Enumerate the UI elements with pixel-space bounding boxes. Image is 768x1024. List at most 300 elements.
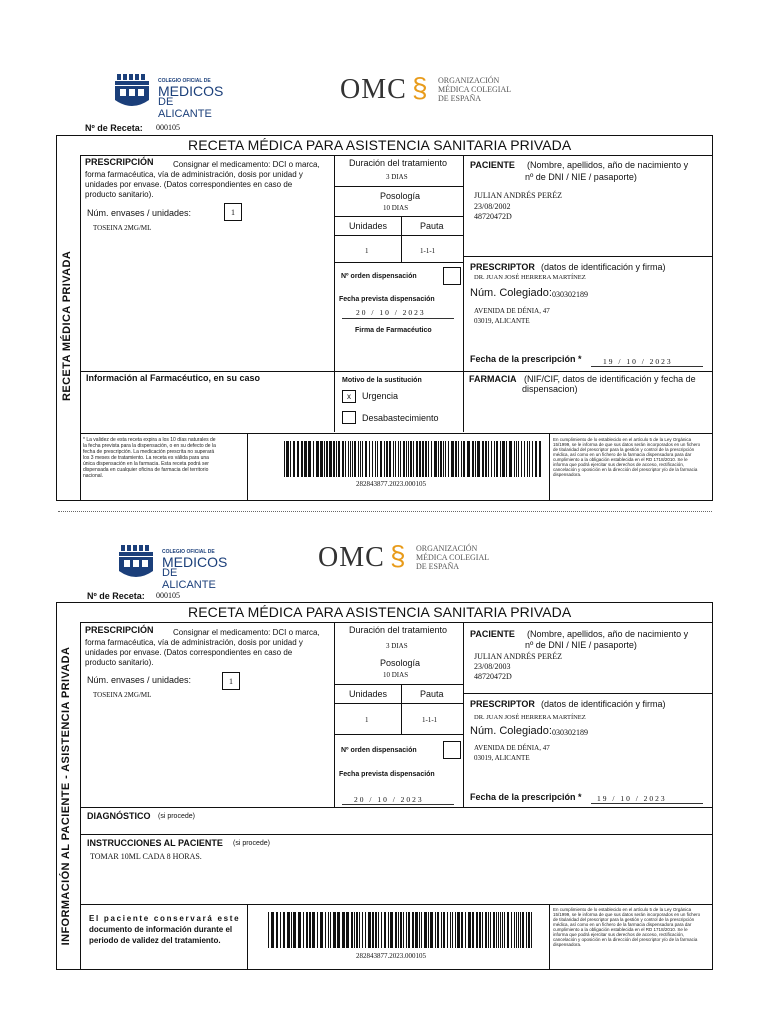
barcode-bar	[330, 912, 331, 948]
barcode-bar	[514, 912, 515, 948]
farmacia-text1: (NIF/CIF, datos de identificación y fecha de	[524, 374, 696, 384]
lopd-line7: cancelación y oposición en la dirección del prescriptor y/o de la farmacia	[553, 467, 698, 472]
college-shield-icon	[116, 543, 158, 583]
prescripcion-text1: Consignar el medicamento: DCI o marca,	[173, 160, 320, 169]
lopd2-line8: dispensadora.	[553, 942, 582, 947]
barcode-bar	[472, 441, 474, 477]
validez-line1: * La validez de esta receta expira a los 10 días naturales de	[83, 437, 216, 443]
posologia-value-2: 10 DIAS	[383, 671, 409, 679]
omc-symbol-icon: §	[390, 540, 406, 571]
prescripcion-text3: unidades por envase. (Datos correspondientes en caso de	[85, 180, 293, 189]
barcode-bar	[372, 441, 373, 477]
fecha-prevista-label-2: Fecha prevista dispensación	[339, 771, 435, 778]
barcode-bar	[336, 441, 337, 477]
prescriptor-text: (datos de identificación y firma)	[541, 262, 666, 272]
validez-line5: única dispensación en la farmacia. Esta receta podrá ser	[83, 461, 209, 467]
barcode-bar	[482, 441, 484, 477]
prescriptor-nombre: DR. JUAN JOSÉ HERRERA MARTÍNEZ	[474, 274, 586, 281]
envases-label-2: Núm. envases / unidades:	[87, 675, 192, 685]
orden-dispensacion-label-2: Nº orden dispensación	[341, 747, 417, 754]
barcode-bar	[406, 441, 407, 477]
urgencia-checkbox[interactable]: x	[342, 390, 356, 403]
barcode-bar	[398, 912, 399, 948]
barcode-bar	[345, 441, 346, 477]
barcode-bar	[468, 912, 471, 948]
barcode-bar	[320, 441, 323, 477]
posologia-label: Posología	[380, 191, 421, 201]
prescripcion-text2-2: forma farmacéutica, vía de administración, dosis por unidad y	[85, 638, 303, 647]
barcode-bar	[455, 441, 457, 477]
duracion-label-2: Duración del tratamiento	[349, 625, 448, 635]
barcode-bar	[494, 441, 495, 477]
receta-number-value-2: 000105	[156, 591, 180, 600]
orden-dispensacion-label: Nº orden dispensación	[341, 273, 417, 280]
posologia-label-2: Posología	[380, 658, 421, 668]
fecha-prevista-value-2: 20 / 10 / 2023	[354, 795, 424, 804]
college-line3: DE ALICANTE	[158, 96, 212, 120]
omc-line2: MÉDICA COLEGIAL	[438, 85, 512, 94]
barcode-bar	[506, 441, 507, 477]
paciente-text2-2: nº de DNI / NIE / pasaporte)	[525, 640, 637, 650]
barcode-bar	[283, 912, 285, 948]
barcode-bar	[531, 912, 532, 948]
barcode-bar	[440, 441, 442, 477]
omc-line1: ORGANIZACIÓN	[416, 544, 478, 553]
barcode-bar	[443, 912, 445, 948]
barcode-bar	[419, 441, 421, 477]
barcode-1	[284, 441, 544, 477]
barcode-bar	[434, 441, 437, 477]
barcode-bar	[488, 912, 489, 948]
barcode-bar	[268, 912, 269, 948]
barcode-bar	[535, 441, 537, 477]
barcode-bar	[386, 441, 388, 477]
barcode-bar	[368, 912, 371, 948]
lopd2-line2: 15/1999, se le informa de que sus datos serán incorporados en un fichero	[553, 912, 701, 917]
orden-dispensacion-box-2[interactable]	[443, 741, 461, 759]
colegiado-label-2: Núm. Colegiado:	[470, 725, 552, 737]
prescripcion-text4-2: producto sanitario).	[85, 658, 154, 667]
barcode-bar	[451, 441, 454, 477]
pauta-label-2: Pauta	[420, 689, 444, 699]
prescripcion-label: PRESCRIPCIÓN	[85, 157, 154, 167]
paciente-fecha: 23/08/2002	[474, 202, 511, 211]
omc-logo-2	[318, 540, 498, 576]
barcode-bar	[293, 912, 296, 948]
college-line2: MEDICOS	[158, 83, 224, 99]
lopd-line3: de titularidad del prescriptor para la gestión y control de la prescripción	[553, 447, 695, 452]
paciente-nombre: JULIAN ANDRÉS PERÉZ	[474, 191, 563, 200]
prescriptor-label-2: PRESCRIPTOR	[470, 699, 535, 709]
barcode-bar	[516, 912, 517, 948]
direccion2-2: 03019, ALICANTE	[474, 754, 530, 762]
barcode-bar	[348, 441, 349, 477]
barcode-bar	[532, 441, 533, 477]
barcode-bar	[412, 912, 414, 948]
barcode-bar	[522, 912, 524, 948]
barcode-bar	[518, 912, 519, 948]
omc-line2: MÉDICA COLEGIAL	[416, 553, 490, 562]
pauta-value-2: 1-1-1	[422, 716, 438, 724]
barcode-bar	[326, 441, 328, 477]
college-line3: DE ALICANTE	[162, 567, 216, 591]
lopd2-line1: En cumplimiento de lo establecido en el artículo 5 de la Ley Orgánica	[553, 907, 692, 912]
barcode-bar	[458, 441, 459, 477]
medicamento-value: TOSEINA 2MG/ML	[93, 224, 152, 232]
unidades-value-2: 1	[365, 716, 369, 724]
barcode-bar	[317, 912, 318, 948]
barcode-bar	[354, 441, 356, 477]
barcode-bar	[465, 912, 466, 948]
urgencia-label: Urgencia	[362, 391, 399, 401]
receta-side-label: RECETA MÉDICA PRIVADA	[61, 250, 73, 401]
barcode-bar	[403, 912, 404, 948]
barcode-bar	[528, 912, 530, 948]
paciente-text2: nº de DNI / NIE / pasaporte)	[525, 172, 637, 182]
barcode-bar	[447, 912, 448, 948]
lopd2-line6: informa que podrá ejercitar sus derechos de acceso, rectificación,	[553, 932, 685, 937]
barcode-bar	[290, 441, 291, 477]
conservara-line1: El paciente conservará este	[89, 914, 241, 923]
barcode-bar	[308, 441, 311, 477]
barcode-bar	[287, 912, 290, 948]
pauta-label: Pauta	[420, 221, 444, 231]
barcode-bar	[390, 912, 393, 948]
lopd-line1: En cumplimiento de lo establecido en el artículo 5 de la Ley Orgánica	[553, 437, 692, 442]
colegiado-value-2: 030302189	[552, 728, 588, 737]
prescriptor-label: PRESCRIPTOR	[470, 262, 535, 272]
omc-logo	[340, 72, 520, 108]
barcode-bar	[422, 441, 424, 477]
conservara-line2: documento de información durante el	[89, 925, 233, 934]
lopd-line4: médica, así como en un fichero de la farmacia dispensadora para dar	[553, 452, 692, 457]
college-logo	[112, 72, 224, 120]
validez-line6: dispensada en cualquier oficina de farmacia del territorio	[83, 467, 209, 473]
barcode-bar	[406, 912, 407, 948]
barcode-bar	[328, 912, 329, 948]
barcode-bar	[303, 912, 304, 948]
barcode-bar	[359, 912, 360, 948]
colegiado-value: 030302189	[552, 290, 588, 299]
lopd2-line3: de titularidad del prescriptor para la gestión y control de la prescripción	[553, 917, 695, 922]
barcode-bar	[438, 441, 439, 477]
barcode-bar	[316, 441, 319, 477]
direccion2: 03019, ALICANTE	[474, 317, 530, 325]
barcode-bar	[413, 441, 414, 477]
barcode-bar	[291, 912, 292, 948]
barcode-bar	[362, 441, 363, 477]
omc-text: OMC	[340, 74, 407, 105]
farmacia-label: FARMACIA	[469, 374, 517, 384]
orden-dispensacion-box[interactable]	[443, 267, 461, 285]
barcode-bar	[490, 912, 491, 948]
omc-line1: ORGANIZACIÓN	[438, 76, 500, 85]
barcode-bar	[443, 441, 444, 477]
lopd2-line4: médica, así como en un fichero de la farmacia dispensadora para dar	[553, 922, 692, 927]
paciente-fecha-2: 23/08/2003	[474, 662, 511, 671]
barcode-bar	[365, 441, 367, 477]
barcode-bar	[428, 441, 429, 477]
lopd-line5: cumplimiento a la obligación establecida en el RD 1718/2010. Se le	[553, 457, 688, 462]
fecha-prevista-value: 20 / 10 / 2023	[356, 308, 426, 317]
barcode-bar	[518, 441, 519, 477]
barcode-bar	[526, 912, 527, 948]
barcode-bar	[461, 912, 463, 948]
barcode-bar	[333, 441, 335, 477]
barcode-bar	[375, 912, 377, 948]
paciente-dni-2: 48720472D	[474, 672, 512, 681]
college-shield-icon	[112, 72, 154, 112]
barcode-bar	[509, 441, 512, 477]
barcode-bar	[539, 441, 541, 477]
omc-line3: DE ESPAÑA	[416, 562, 460, 571]
barcode-bar	[467, 441, 470, 477]
lopd-line2: 15/1999, se le informa de que sus datos serán incorporados en un fichero	[553, 442, 701, 447]
barcode-bar	[463, 441, 465, 477]
barcode-bar	[338, 441, 340, 477]
barcode-bar	[384, 912, 386, 948]
college-line2: MEDICOS	[162, 554, 228, 570]
envases-value-2: 1	[229, 677, 233, 686]
barcode-bar	[441, 912, 442, 948]
barcode-bar	[482, 912, 483, 948]
diagnostico-label: DIAGNÓSTICO	[87, 811, 151, 821]
pauta-value: 1-1-1	[420, 247, 436, 255]
barcode-bar	[408, 441, 409, 477]
barcode-bar	[297, 441, 299, 477]
desabastecimiento-label: Desabastecimiento	[362, 413, 439, 423]
barcode-bar	[388, 912, 389, 948]
omc-symbol-icon: §	[412, 72, 428, 103]
barcode-bar	[461, 441, 462, 477]
barcode-bar	[408, 912, 410, 948]
duracion-label: Duración del tratamiento	[349, 158, 448, 168]
cut-line	[58, 511, 712, 512]
info-farmaceutico-label: Información al Farmacéutico, en su caso	[86, 373, 261, 383]
prescripcion-text1-2: Consignar el medicamento: DCI o marca,	[173, 628, 320, 637]
barcode-bar	[362, 912, 363, 948]
barcode-bar	[450, 912, 451, 948]
barcode-bar	[395, 912, 397, 948]
barcode-bar	[500, 912, 501, 948]
conservara-line3: periodo de validez del tratamiento.	[89, 936, 221, 945]
barcode-bar	[437, 912, 439, 948]
fecha-prescripcion-value: 19 / 10 / 2023	[603, 357, 673, 366]
barcode-bar	[498, 912, 499, 948]
barcode-bar	[476, 912, 478, 948]
instrucciones-label: INSTRUCCIONES AL PACIENTE	[87, 838, 223, 848]
barcode-bar	[416, 441, 418, 477]
barcode-bar	[516, 441, 517, 477]
barcode-bar	[395, 441, 396, 477]
barcode-bar	[507, 912, 509, 948]
barcode-bar	[479, 912, 481, 948]
barcode-bar	[520, 912, 521, 948]
paciente-label-2: PACIENTE	[470, 629, 515, 639]
barcode-bar	[445, 441, 446, 477]
barcode-bar	[485, 912, 487, 948]
barcode-bar	[324, 441, 325, 477]
receta-title: RECETA MÉDICA PARA ASISTENCIA SANITARIA PRIVADA	[188, 137, 572, 153]
barcode-bar	[350, 441, 351, 477]
barcode-bar	[472, 912, 474, 948]
barcode-bar	[415, 912, 418, 948]
envases-value: 1	[231, 208, 235, 217]
barcode-bar	[493, 912, 495, 948]
validez-line3: fecha de prescripción. La medicación prescrita no superará	[83, 449, 215, 455]
barcode-bar	[365, 912, 366, 948]
duracion-value-2: 3 DIAS	[386, 642, 408, 650]
barcode-bar	[372, 912, 374, 948]
barcode-bar	[280, 912, 281, 948]
posologia-value: 10 DIAS	[383, 204, 409, 212]
barcode-bar	[384, 441, 385, 477]
fecha-prescripcion-label-2: Fecha de la prescripción *	[470, 792, 582, 802]
unidades-value: 1	[365, 247, 369, 255]
paciente-label: PACIENTE	[470, 160, 515, 170]
barcode-bar	[306, 912, 308, 948]
barcode-bar	[276, 912, 278, 948]
barcode-bar	[457, 912, 460, 948]
barcode-bar	[351, 912, 353, 948]
barcode-bar	[393, 441, 394, 477]
farmacia-text2: dispensacion)	[522, 384, 578, 394]
prescriptor-text-2: (datos de identificación y firma)	[541, 699, 666, 709]
barcode-bar	[475, 441, 476, 477]
barcode-text-1: 282843877.2023.000105	[356, 480, 426, 488]
barcode-bar	[529, 441, 530, 477]
motivo-sustitucion-label: Motivo de la sustitución	[342, 377, 422, 384]
barcode-bar	[377, 441, 378, 477]
prescripcion-text4: producto sanitario).	[85, 190, 154, 199]
barcode-bar	[378, 912, 379, 948]
barcode-bar	[352, 441, 353, 477]
barcode-bar	[448, 441, 449, 477]
barcode-bar	[514, 441, 515, 477]
omc-line3: DE ESPAÑA	[438, 94, 482, 103]
barcode-bar	[400, 912, 402, 948]
barcode-bar	[337, 912, 340, 948]
receta-number-value: 000105	[156, 123, 180, 132]
barcode-bar	[419, 912, 420, 948]
barcode-bar	[425, 441, 427, 477]
barcode-bar	[284, 441, 285, 477]
barcode-bar	[381, 912, 382, 948]
paciente-nombre-2: JULIAN ANDRÉS PERÉZ	[474, 652, 563, 661]
prescripcion-text3-2: unidades por envase. (Datos correspondientes en caso de	[85, 648, 293, 657]
barcode-text-2: 282843877.2023.000105	[356, 952, 426, 960]
unidades-label: Unidades	[349, 221, 388, 231]
barcode-bar	[435, 912, 436, 948]
barcode-bar	[360, 441, 361, 477]
barcode-bar	[477, 441, 480, 477]
barcode-bar	[293, 441, 295, 477]
unidades-label-2: Unidades	[349, 689, 388, 699]
barcode-bar	[304, 441, 307, 477]
barcode-bar	[491, 441, 492, 477]
prescripcion-text2: forma farmacéutica, vía de administración, dosis por unidad y	[85, 170, 303, 179]
college-logo-2	[116, 543, 228, 591]
barcode-bar	[325, 912, 326, 948]
barcode-bar	[524, 441, 525, 477]
barcode-bar	[329, 441, 332, 477]
fecha-prescripcion-label: Fecha de la prescripción *	[470, 354, 582, 364]
receta-number-label: Nº de Receta:	[85, 123, 143, 133]
barcode-bar	[356, 912, 358, 948]
medicamento-value-2: TOSEINA 2MG/ML	[93, 691, 152, 699]
barcode-bar	[354, 912, 355, 948]
desabastecimiento-checkbox[interactable]	[342, 411, 356, 424]
barcode-bar	[496, 912, 497, 948]
barcode-bar	[500, 441, 501, 477]
barcode-bar	[452, 912, 453, 948]
barcode-bar	[309, 912, 311, 948]
barcode-bar	[502, 912, 503, 948]
barcode-bar	[301, 441, 303, 477]
instrucciones-value: TOMAR 10ML CADA 8 HORAS.	[90, 852, 202, 861]
barcode-bar	[369, 441, 370, 477]
lopd2-line5: cumplimiento a la obligación establecida en el RD 1718/2010. Se le	[553, 927, 688, 932]
barcode-bar	[455, 912, 456, 948]
barcode-bar	[502, 441, 505, 477]
lopd-line6: informa que podrá ejercitar sus derechos de acceso, rectificación,	[553, 462, 685, 467]
barcode-bar	[400, 441, 401, 477]
college-line1: COLEGIO OFICIAL DE	[158, 78, 211, 84]
colegiado-label: Núm. Colegiado:	[470, 287, 552, 299]
barcode-bar	[333, 912, 336, 948]
barcode-bar	[320, 912, 323, 948]
barcode-bar	[380, 441, 382, 477]
barcode-bar	[485, 441, 487, 477]
validez-line2: la fecha prevista para la dispensación, o en su defecto de la	[83, 443, 216, 449]
lopd2-line7: cancelación y oposición en la dirección del prescriptor y/o de la farmacia	[553, 937, 698, 942]
paciente-side-label: INFORMACIÓN AL PACIENTE - ASISTENCIA PRIVADA	[60, 646, 72, 946]
barcode-bar	[398, 441, 399, 477]
barcode-bar	[375, 441, 376, 477]
barcode-bar	[424, 912, 427, 948]
barcode-bar	[496, 441, 498, 477]
barcode-bar	[342, 912, 345, 948]
barcode-bar	[527, 441, 528, 477]
barcode-bar	[410, 441, 412, 477]
diagnostico-si-procede: (si procede)	[158, 813, 195, 820]
barcode-bar	[346, 912, 349, 948]
barcode-bar	[298, 912, 301, 948]
college-line1: COLEGIO OFICIAL DE	[162, 549, 215, 555]
prescriptor-nombre-2: DR. JUAN JOSÉ HERRERA MARTÍNEZ	[474, 714, 586, 721]
fecha-prevista-label: Fecha prevista dispensación	[339, 296, 435, 303]
barcode-bar	[312, 912, 315, 948]
barcode-bar	[389, 441, 391, 477]
direccion1-2: AVENIDA DE DÉNIA, 47	[474, 744, 550, 752]
barcode-2	[268, 912, 532, 948]
fecha-prescripcion-value-2: 19 / 10 / 2023	[597, 794, 667, 803]
barcode-bar	[358, 441, 359, 477]
instrucciones-si-procede: (si procede)	[233, 840, 270, 847]
barcode-bar	[430, 912, 433, 948]
barcode-bar	[403, 441, 405, 477]
lopd-line8: dispensadora.	[553, 472, 582, 477]
envases-label: Núm. envases / unidades:	[87, 208, 192, 218]
validez-line7: nacional.	[83, 473, 104, 479]
paciente-copia-title: RECETA MÉDICA PARA ASISTENCIA SANITARIA PRIVADA	[188, 604, 572, 620]
barcode-bar	[342, 441, 344, 477]
prescripcion-label-2: PRESCRIPCIÓN	[85, 625, 154, 635]
barcode-bar	[286, 441, 289, 477]
barcode-bar	[313, 441, 314, 477]
barcode-bar	[271, 912, 274, 948]
omc-text: OMC	[318, 542, 385, 573]
